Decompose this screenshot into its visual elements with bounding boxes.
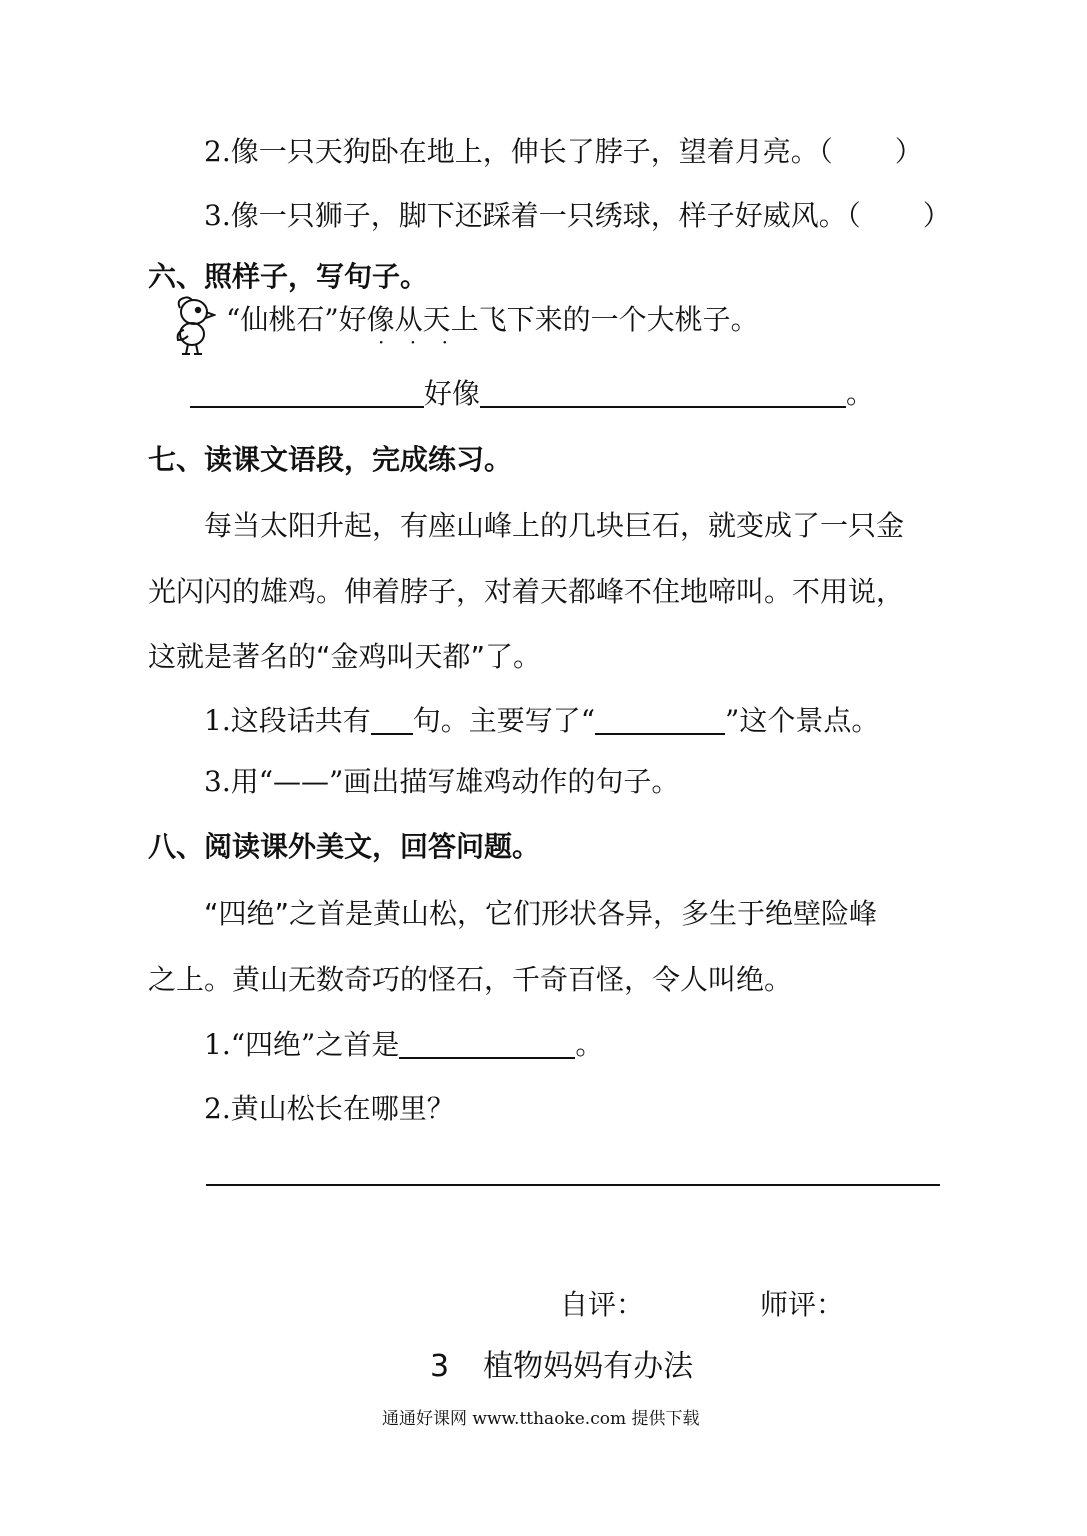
blank-subject[interactable]	[190, 378, 424, 408]
close-paren: ）	[922, 199, 951, 232]
question-7-1-part-a: 1.这段话共有	[204, 704, 371, 737]
section-8-heading: 八、阅读课外美文，回答问题。	[148, 830, 541, 863]
fill-word: 好像	[424, 377, 481, 410]
section-7-heading: 七、读课文语段，完成练习。	[148, 443, 513, 476]
passage-7-line-2: 光闪闪的雄鸡。伸着脖子，对着天都峰不住地啼叫。不用说，	[148, 575, 905, 608]
question-8-1-part-b: 。	[575, 1028, 604, 1061]
answer-line[interactable]	[206, 1184, 940, 1186]
question-7-1	[204, 705, 879, 735]
footer-credit: 通通好课网 www.tthaoke.com 提供下载	[382, 1409, 700, 1429]
question-5-3-text: 3.像一只狮子，脚下还踩着一只绣球，样子好威风。（	[204, 199, 861, 232]
passage-7-line-1: 每当太阳升起，有座山峰上的几块巨石，就变成了一只金	[204, 509, 905, 542]
emphasis-dots: · · ·	[378, 330, 448, 354]
question-7-3: 3.用“——”画出描写雄鸡动作的句子。	[204, 765, 680, 798]
lesson-title: 植物妈妈有办法	[483, 1349, 694, 1384]
question-7-1-part-c: ”这个景点。	[725, 704, 880, 737]
example-sentence: “仙桃石”好像从天上飞下来的一个大桃子。	[226, 303, 759, 336]
section-6-heading: 六、照样子，写句子。	[148, 260, 429, 293]
next-lesson-title	[430, 1349, 694, 1384]
question-8-2: 2.黄山松长在哪里？	[204, 1092, 455, 1125]
blank-comparison[interactable]	[480, 378, 846, 408]
passage-8-line-1: “四绝”之首是黄山松，它们形状各异，多生于绝壁险峰	[204, 897, 878, 930]
close-paren: ）	[894, 135, 923, 168]
blank-first-wonder[interactable]	[399, 1029, 575, 1059]
teacher-evaluation-label: 师评：	[760, 1288, 845, 1321]
question-8-1-part-a: 1.“四绝”之首是	[204, 1028, 400, 1061]
lesson-number: 3	[430, 1349, 450, 1384]
fill-sentence	[190, 378, 874, 408]
blank-sentence-count[interactable]	[371, 705, 413, 735]
fill-end: 。	[846, 377, 875, 410]
question-5-3	[204, 199, 951, 232]
passage-7-line-3: 这就是著名的“金鸡叫天都”了。	[148, 640, 542, 673]
passage-8-line-2: 之上。黄山无数奇巧的怪石，千奇百怪，令人叫绝。	[148, 963, 793, 996]
blank-scenic-spot[interactable]	[595, 705, 725, 735]
question-5-2	[204, 135, 923, 168]
self-evaluation-label: 自评：	[560, 1288, 645, 1321]
question-8-1	[204, 1029, 603, 1059]
question-5-2-text: 2.像一只天狗卧在地上，伸长了脖子，望着月亮。（	[204, 135, 833, 168]
cartoon-chick-icon	[170, 294, 216, 358]
question-7-1-part-b: 句。主要写了“	[412, 704, 596, 737]
